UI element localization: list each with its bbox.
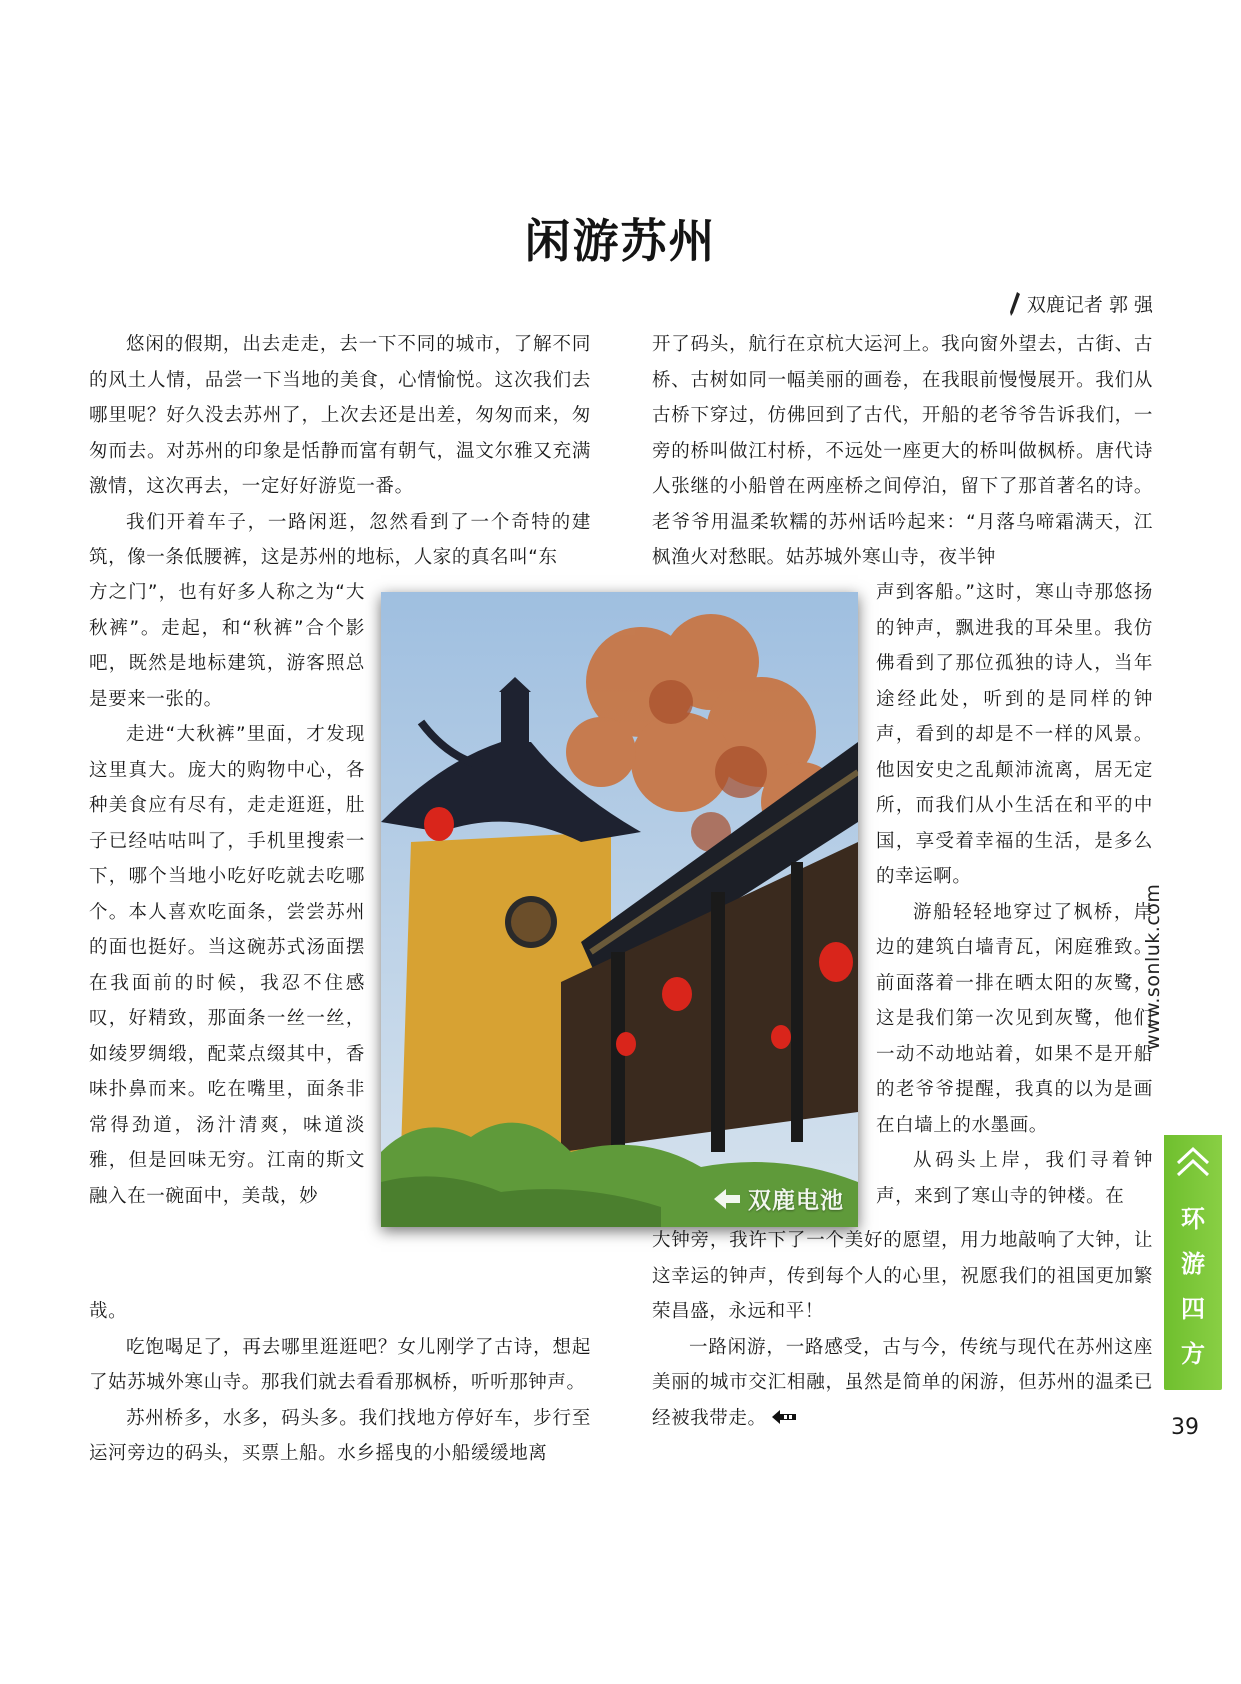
temple-illustration <box>381 592 858 1227</box>
paragraph: 走进“大秋裤”里面，才发现这里真大。庞大的购物中心，各种美食应有尽有，走走逛逛，肚子已经咕咕叫了，手机里搜索一下，哪个当地小吃好吃就去吃哪个。本人喜欢吃面条，尝尝苏州的面也挺好。当这碗苏式汤面摆在我面前的时候，我忍不住感叹，好精致，那面条一丝一丝，如绫罗绸缎，配菜点缀其中，香味扑鼻而来。吃在嘴里，面条非常得劲道，汤汁清爽，味道淡雅，但是回味无穷。江南的斯文融入在一碗面中，美哉，妙 <box>89 724 365 1207</box>
column-right-bottom <box>652 1223 1153 1436</box>
paragraph: 哉。 <box>89 1301 128 1322</box>
paragraph: 我们开着车子，一路闲逛，忽然看到了一个奇特的建筑，像一条低腰裤，这是苏州的地标，人家的真名叫“东 <box>89 511 591 568</box>
photo-watermark <box>712 1182 844 1215</box>
temple-photo <box>381 592 858 1227</box>
paragraph <box>652 1330 1153 1437</box>
paragraph-text: 一路闲游，一路感受，古与今，传统与现代在苏州这座美丽的城市交汇相融，虽然是简单的闲游，但苏州的温柔已经被我带走。 <box>652 1336 1153 1429</box>
tab-label-text: 环 游 四 方 <box>1181 1205 1205 1368</box>
column-left-top <box>89 327 591 576</box>
paragraph: 声到客船。”这时，寒山寺那悠扬的钟声，飘进我的耳朵里。我仿佛看到了那位孤独的诗人，当年途经此处，听到的是同样的钟声，看到的却是不一样的风景。他因安史之乱颠沛流离，居无定所，而我们从小生活在和平的中国，享受着幸福的生活，是多么的幸运啊。 <box>876 582 1153 887</box>
paragraph: 苏州桥多，水多，码头多。我们找地方停好车，步行至运河旁边的码头，买票上船。水乡摇曳的小船缓缓地离 <box>89 1407 591 1464</box>
byline <box>1009 290 1153 317</box>
paragraph: 从码头上岸，我们寻着钟声，来到了寒山寺的钟楼。在 <box>876 1150 1153 1207</box>
paragraph: 游船轻轻地穿过了枫桥，岸边的建筑白墙青瓦，闲庭雅致。前面落着一排在晒太阳的灰鹭，这是我们第一次见到灰鹭，他们一动不动地站着，如果不是开船的老爷爷提醒，我真的以为是画在白墙上的水墨画。 <box>876 901 1153 1136</box>
section-tab <box>1164 1135 1222 1390</box>
double-chevron-icon <box>1174 1141 1212 1185</box>
watermark-text: 双鹿电池 <box>748 1188 844 1214</box>
page-number: 39 <box>1171 1415 1199 1440</box>
pen-icon <box>1009 291 1021 317</box>
column-right-top <box>652 327 1153 576</box>
article-title: 闲游苏州 <box>524 214 717 268</box>
column-right-wrap <box>876 575 1153 1214</box>
paragraph: 开了码头，航行在京杭大运河上。我向窗外望去，古街、古桥、古树如同一幅美丽的画卷，在我眼前慢慢展开。我们从古桥下穿过，仿佛回到了古代，开船的老爷爷告诉我们，一旁的桥叫做江村桥，不远处一座更大的桥叫做枫桥。唐代诗人张继的小船曾在两座桥之间停泊，留下了那首著名的诗。老爷爷用温柔软糯的苏州话吟起来：“月落乌啼霜满天，江枫渔火对愁眠。姑苏城外寒山寺，夜半钟 <box>652 334 1153 568</box>
paragraph: 方之门”，也有好多人称之为“大秋裤”。走起，和“秋裤”合个影吧，既然是地标建筑，游客照总是要来一张的。 <box>89 582 365 710</box>
column-left-bottom <box>89 1294 591 1472</box>
paragraph: 悠闲的假期，出去走走，去一下不同的城市，了解不同的风土人情，品尝一下当地的美食，心情愉悦。这次我们去哪里呢？好久没去苏州了，上次去还是出差，匆匆而来，匆匆而去。对苏州的印象是恬静而富有朝气，温文尔雅又充满激情，这次再去，一定好好游览一番。 <box>89 334 591 497</box>
byline-text: 双鹿记者 郭 强 <box>1026 294 1153 316</box>
section-tab-label <box>1164 1197 1222 1377</box>
brand-logo-icon <box>712 1187 742 1211</box>
end-mark-icon <box>771 1409 797 1425</box>
paragraph: 大钟旁，我许下了一个美好的愿望，用力地敲响了大钟，让这幸运的钟声，传到每个人的心里，祝愿我们的祖国更加繁荣昌盛，永远和平！ <box>652 1230 1153 1322</box>
column-left-wrap <box>89 575 365 1214</box>
site-url: www.sonluk.com <box>1142 883 1164 1050</box>
paragraph: 吃饱喝足了，再去哪里逛逛吧？女儿刚学了古诗，想起了姑苏城外寒山寺。那我们就去看看那枫桥，听听那钟声。 <box>89 1336 591 1393</box>
